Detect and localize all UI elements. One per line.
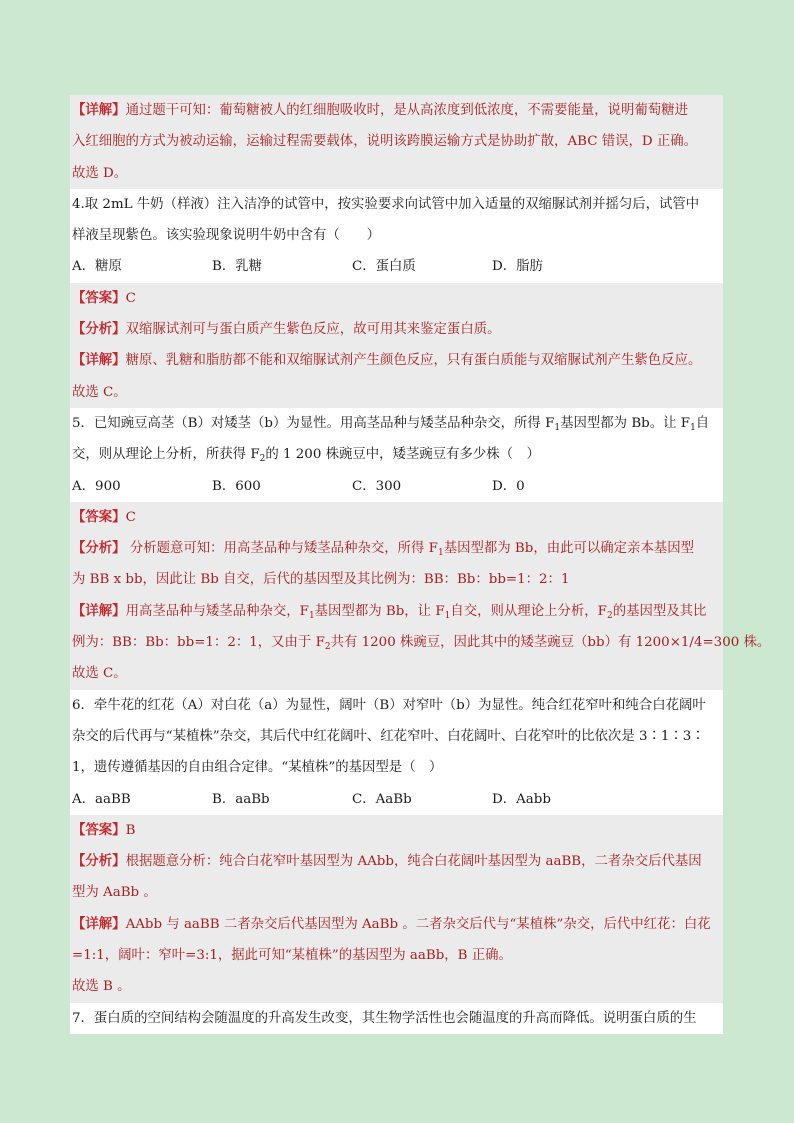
- analysis-tag: 【分析】: [72, 540, 126, 557]
- option-d: D．脂肪: [492, 259, 543, 275]
- detail-line: 例为：BB：Bb：bb=1：2：1，又由于 $F_2$共有 1200 株豌豆，因此其中的矮茎豌豆（bb）有 1200×1/4=300 株。: [70, 627, 723, 658]
- detail-line: 【详解】用高茎品种与矮茎品种杂交，$F_1$基因型都为 Bb，让 $F_1$自交，则从理论上分析，$F_2$的基因型及其比: [70, 596, 723, 627]
- analysis-line: 【分析】 分析题意可知：用高茎品种与矮茎品种杂交，所得 $F_1$基因型都为 Bb，由此可以确定亲本基因型: [70, 533, 723, 564]
- analysis-line: 型为 AaBb 。: [70, 877, 723, 908]
- question-4-line: 4.取 2mL 牛奶（样液）注入洁净的试管中，按实验要求向试管中加入适量的双缩脲试剂并摇匀后，试管中: [70, 189, 723, 220]
- answer-tag: 【答案】: [72, 821, 126, 838]
- question-6-line: 杂交的后代再与“某植株”杂交，其后代中红花阔叶、红花窄叶、白花阔叶、白花窄叶的比依次是 3∶1∶3∶: [70, 721, 723, 752]
- question-4-line: 样液呈现紫色。该实验现象说明牛奶中含有（ ）: [70, 220, 723, 251]
- question-6-line: 6．牵牛花的红花（A）对白花（a）为显性，阔叶（B）对窄叶（b）为显性。纯合红花窄叶和纯合白花阔叶: [70, 690, 723, 721]
- option-c: C．AaBb: [352, 791, 412, 807]
- question-7-line: 7．蛋白质的空间结构会随温度的升高发生改变，其生物学活性也会随温度的升高而降低。说明蛋白质的生: [70, 1003, 723, 1034]
- question-5-line: 交，则从理论上分析，所获得 $F_2$的 1 200 株豌豆中，矮茎豌豆有多少株（ ）: [70, 439, 723, 470]
- detail-line: =1:1，阔叶：窄叶=3:1，据此可知“某植株”的基因型为 aaBb，B 正确。: [70, 940, 723, 971]
- question-5-line: 5．已知豌豆高茎（B）对矮茎（b）为显性。用高茎品种与矮茎品种杂交，所得 $F_1$基因型都为 Bb。让 $F_1$自: [70, 408, 723, 439]
- option-d: D．Aabb: [492, 791, 551, 807]
- detail-line: 【详解】通过题干可知：葡萄糖被人的红细胞吸收时，是从高浓度到低浓度，不需要能量，说明葡萄糖进: [70, 95, 723, 126]
- question-6-options: [70, 784, 723, 815]
- document-page: [70, 95, 771, 1034]
- choose-line: 故选 C。: [70, 377, 723, 408]
- answer-tag: 【答案】: [72, 508, 126, 525]
- detail-line: 入红细胞的方式为被动运输，运输过程需要载体，说明该跨膜运输方式是协助扩散，ABC 错误，D 正确。: [70, 126, 723, 157]
- answer-line: 【答案】B: [70, 815, 723, 846]
- answer-line: 【答案】C: [70, 283, 723, 314]
- choose-line: 故选 D。: [70, 158, 723, 189]
- option-a: A．900: [72, 478, 121, 494]
- analysis-line: 为 BB x bb，因此让 Bb 自交，后代的基因型及其比例为：BB：Bb：bb=1：2：1: [70, 564, 723, 595]
- choose-line: 故选 B 。: [70, 971, 723, 1002]
- detail-tag: 【详解】: [72, 602, 126, 619]
- option-b: B．乳糖: [212, 259, 263, 275]
- answer-line: 【答案】C: [70, 502, 723, 533]
- option-b: B．aaBb: [212, 791, 270, 807]
- question-6-line: 1，遗传遵循基因的自由组合定律。“某植株”的基因型是（ ）: [70, 752, 723, 783]
- option-c: C．蛋白质: [352, 259, 416, 275]
- analysis-line: 【分析】双缩脲试剂可与蛋白质产生紫色反应，故可用其来鉴定蛋白质。: [70, 314, 723, 345]
- analysis-tag: 【分析】: [72, 853, 126, 870]
- choose-line: 故选 C。: [70, 658, 723, 689]
- analysis-tag: 【分析】: [72, 321, 126, 338]
- detail-tag: 【详解】: [72, 352, 126, 369]
- question-5-options: [70, 471, 723, 502]
- question-4-options: [70, 251, 723, 282]
- analysis-line: 【分析】根据题意分析：纯合白花窄叶基因型为 AAbb，纯合白花阔叶基因型为 aaBB，二者杂交后代基因: [70, 846, 723, 877]
- option-b: B．600: [212, 478, 261, 494]
- option-c: C．300: [352, 478, 402, 494]
- detail-tag: 【详解】: [72, 915, 126, 932]
- answer-tag: 【答案】: [72, 289, 126, 306]
- detail-tag: 【详解】: [72, 102, 126, 118]
- option-a: A．糖原: [72, 259, 122, 275]
- detail-line: 【详解】AAbb 与 aaBB 二者杂交后代基因型为 AaBb 。二者杂交后代与“某植株”杂交，后代中红花：白花: [70, 909, 723, 940]
- detail-line: 【详解】糖原、乳糖和脂肪都不能和双缩脲试剂产生颜色反应，只有蛋白质能与双缩脲试剂产生紫色反应。: [70, 345, 723, 376]
- option-a: A．aaBB: [72, 791, 131, 807]
- option-d: D．0: [492, 478, 525, 494]
